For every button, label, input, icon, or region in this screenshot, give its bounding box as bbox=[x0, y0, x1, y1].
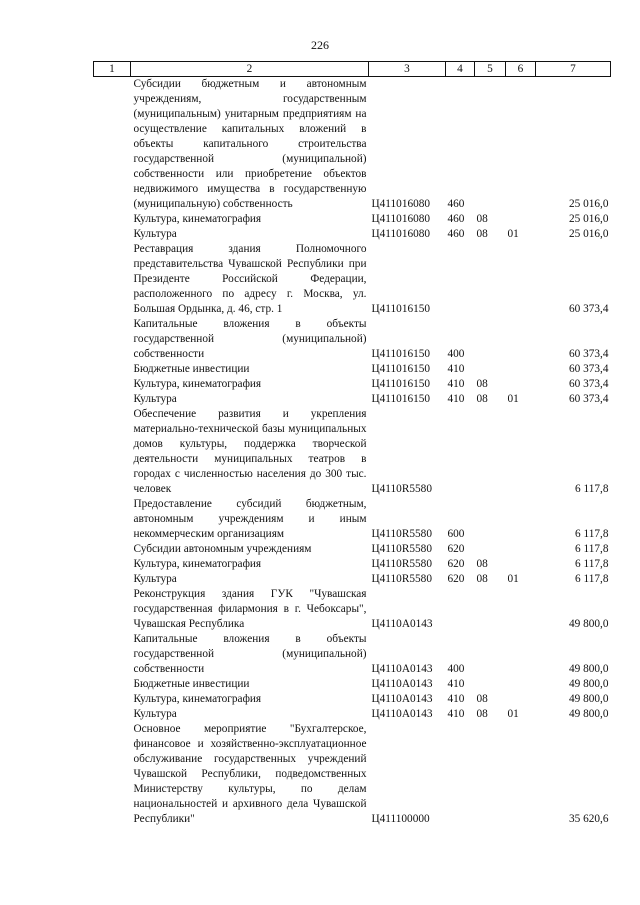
cell-amount: 60 373,4 bbox=[568, 303, 609, 315]
cell-number bbox=[94, 362, 131, 377]
cell-amount: 49 800,0 bbox=[568, 693, 609, 705]
cell-name: Культура bbox=[133, 393, 177, 405]
table-row bbox=[94, 227, 611, 242]
cell-target-code: Ц411016150 bbox=[371, 303, 431, 315]
cell-target-code: Ц411016150 bbox=[371, 348, 431, 360]
cell-name: Бюджетные инвестиции bbox=[133, 363, 250, 375]
table-row bbox=[94, 497, 611, 542]
column-header-2: 2 bbox=[131, 62, 369, 77]
cell-amount: 60 373,4 bbox=[568, 348, 609, 360]
cell-name: Реставрация здания Полномочного представительства Чувашской Республики при Президенте Российской Федерации, расположенного по адресу г. Москва, ул. Большая Ордынка, д. 46, стр. 1 bbox=[133, 243, 367, 315]
cell-target-code: Ц4110A0143 bbox=[371, 693, 433, 705]
table-row bbox=[94, 707, 611, 722]
cell-expense-type: 620 bbox=[447, 558, 465, 570]
cell-subsection bbox=[506, 317, 536, 362]
cell-section bbox=[475, 587, 506, 632]
cell-target-code: Ц411016080 bbox=[371, 228, 431, 240]
cell-target-code: Ц411016080 bbox=[371, 213, 431, 225]
table-row bbox=[94, 317, 611, 362]
cell-expense-type bbox=[446, 242, 475, 317]
cell-section bbox=[475, 542, 506, 557]
table-row bbox=[94, 242, 611, 317]
cell-subsection: 01 bbox=[507, 708, 519, 720]
cell-section bbox=[475, 242, 506, 317]
cell-number bbox=[94, 572, 131, 587]
cell-subsection bbox=[506, 77, 536, 213]
cell-subsection bbox=[506, 722, 536, 827]
cell-expense-type bbox=[446, 587, 475, 632]
table-row bbox=[94, 557, 611, 572]
cell-target-code: Ц4110R5580 bbox=[371, 543, 432, 555]
cell-expense-type: 410 bbox=[447, 363, 465, 375]
cell-subsection bbox=[506, 557, 536, 572]
cell-section bbox=[475, 722, 506, 827]
column-header-1: 1 bbox=[94, 62, 131, 77]
column-header-4: 4 bbox=[446, 62, 475, 77]
cell-name: Обеспечение развития и укрепления материально-технической базы муниципальных домов культуры, поддержка творческой деятельности муниципальных театров в городах с численностью населения до 300 тыс. человек bbox=[133, 408, 367, 495]
cell-number bbox=[94, 497, 131, 542]
cell-amount: 49 800,0 bbox=[568, 618, 609, 630]
table-row bbox=[94, 542, 611, 557]
cell-target-code: Ц4110R5580 bbox=[371, 528, 432, 540]
cell-name: Культура bbox=[133, 573, 177, 585]
cell-subsection bbox=[506, 587, 536, 632]
cell-name: Субсидии автономным учреждениям bbox=[133, 543, 312, 555]
cell-name: Основное мероприятие "Бухгалтерское, финансовое и хозяйственно-эксплуатационное обслуживание государственных учреждений Чувашской Республики, подведомственных Министерству культуры, по делам национальностей и архивного дела Чувашской Республики" bbox=[133, 723, 367, 825]
cell-number bbox=[94, 707, 131, 722]
cell-expense-type: 400 bbox=[447, 663, 465, 675]
cell-subsection bbox=[506, 677, 536, 692]
cell-expense-type: 410 bbox=[447, 708, 465, 720]
cell-subsection: 01 bbox=[507, 393, 519, 405]
cell-number bbox=[94, 77, 131, 213]
cell-name: Капитальные вложения в объекты государственной (муниципальной) собственности bbox=[133, 318, 367, 360]
cell-section: 08 bbox=[476, 573, 488, 585]
table-row bbox=[94, 692, 611, 707]
cell-expense-type: 600 bbox=[447, 528, 465, 540]
cell-expense-type: 620 bbox=[447, 573, 465, 585]
cell-amount: 25 016,0 bbox=[568, 228, 609, 240]
cell-section bbox=[475, 317, 506, 362]
cell-expense-type bbox=[446, 407, 475, 497]
cell-number bbox=[94, 587, 131, 632]
cell-section bbox=[475, 77, 506, 213]
cell-name: Предоставление субсидий бюджетным, автономным учреждениям и иным некоммерческим организациям bbox=[133, 498, 367, 540]
cell-number bbox=[94, 242, 131, 317]
cell-target-code: Ц411016150 bbox=[371, 378, 431, 390]
cell-amount: 60 373,4 bbox=[568, 393, 609, 405]
cell-expense-type: 620 bbox=[447, 543, 465, 555]
column-header-3: 3 bbox=[369, 62, 446, 77]
table-row bbox=[94, 377, 611, 392]
cell-name: Бюджетные инвестиции bbox=[133, 678, 250, 690]
cell-subsection bbox=[506, 692, 536, 707]
cell-amount: 6 117,8 bbox=[575, 558, 609, 570]
cell-section: 08 bbox=[476, 228, 488, 240]
cell-amount: 49 800,0 bbox=[568, 663, 609, 675]
cell-subsection bbox=[506, 407, 536, 497]
cell-name: Капитальные вложения в объекты государственной (муниципальной) собственности bbox=[133, 633, 367, 675]
cell-target-code: Ц4110A0143 bbox=[371, 663, 433, 675]
column-header-7: 7 bbox=[536, 62, 611, 77]
cell-subsection: 01 bbox=[507, 573, 519, 585]
cell-subsection bbox=[506, 362, 536, 377]
cell-section bbox=[475, 362, 506, 377]
cell-target-code: Ц411100000 bbox=[371, 813, 430, 825]
cell-name: Культура bbox=[133, 228, 177, 240]
cell-amount: 6 117,8 bbox=[575, 483, 609, 495]
cell-subsection bbox=[506, 497, 536, 542]
page-number: 226 bbox=[311, 38, 329, 52]
cell-number bbox=[94, 677, 131, 692]
cell-section bbox=[475, 497, 506, 542]
cell-number bbox=[94, 392, 131, 407]
cell-target-code: Ц4110A0143 bbox=[371, 678, 433, 690]
cell-name: Субсидии бюджетным и автономным учреждениям, государственным (муниципальным) унитарным предприятиям на осуществление капитальных вложений в объекты капитального строительства государственной (муниципальной) собственности или приобретение объектов недвижимого имущества в государственную (муниципальную) собственность bbox=[133, 78, 367, 210]
cell-amount: 49 800,0 bbox=[568, 708, 609, 720]
cell-amount: 49 800,0 bbox=[568, 678, 609, 690]
cell-expense-type: 410 bbox=[447, 678, 465, 690]
cell-expense-type: 410 bbox=[447, 693, 465, 705]
cell-section: 08 bbox=[476, 693, 488, 705]
table-row bbox=[94, 677, 611, 692]
cell-number bbox=[94, 692, 131, 707]
cell-section bbox=[475, 632, 506, 677]
cell-number bbox=[94, 317, 131, 362]
cell-expense-type: 460 bbox=[447, 213, 465, 225]
cell-subsection: 01 bbox=[507, 228, 519, 240]
cell-target-code: Ц411016150 bbox=[371, 393, 431, 405]
cell-name: Реконструкция здания ГУК "Чувашская государственная филармония в г. Чебоксары", Чувашская Республика bbox=[133, 588, 367, 630]
cell-amount: 6 117,8 bbox=[575, 543, 609, 555]
cell-section: 08 bbox=[476, 213, 488, 225]
cell-target-code: Ц4110R5580 bbox=[371, 483, 432, 495]
cell-target-code: Ц4110A0143 bbox=[371, 708, 433, 720]
table-row bbox=[94, 407, 611, 497]
table-row bbox=[94, 362, 611, 377]
cell-expense-type: 410 bbox=[447, 393, 465, 405]
cell-number bbox=[94, 407, 131, 497]
cell-amount: 25 016,0 bbox=[568, 198, 609, 210]
cell-subsection bbox=[506, 542, 536, 557]
cell-subsection bbox=[506, 212, 536, 227]
cell-target-code: Ц411016150 bbox=[371, 363, 431, 375]
cell-amount: 60 373,4 bbox=[568, 378, 609, 390]
cell-name: Культура, кинематография bbox=[133, 213, 262, 225]
cell-number bbox=[94, 212, 131, 227]
cell-number bbox=[94, 227, 131, 242]
budget-table bbox=[93, 61, 611, 827]
cell-expense-type: 410 bbox=[447, 378, 465, 390]
cell-name: Культура, кинематография bbox=[133, 558, 262, 570]
table-header bbox=[94, 62, 611, 77]
cell-number bbox=[94, 377, 131, 392]
cell-section bbox=[475, 677, 506, 692]
cell-name: Культура, кинематография bbox=[133, 378, 262, 390]
cell-expense-type: 400 bbox=[447, 348, 465, 360]
cell-number bbox=[94, 542, 131, 557]
table-row bbox=[94, 587, 611, 632]
table-row bbox=[94, 572, 611, 587]
table-row bbox=[94, 632, 611, 677]
cell-amount: 6 117,8 bbox=[575, 528, 609, 540]
column-header-5: 5 bbox=[475, 62, 506, 77]
table-row bbox=[94, 392, 611, 407]
cell-subsection bbox=[506, 242, 536, 317]
cell-section: 08 bbox=[476, 378, 488, 390]
cell-amount: 35 620,6 bbox=[568, 813, 609, 825]
cell-section: 08 bbox=[476, 708, 488, 720]
cell-number bbox=[94, 557, 131, 572]
table-row bbox=[94, 212, 611, 227]
cell-expense-type: 460 bbox=[447, 228, 465, 240]
cell-expense-type bbox=[446, 722, 475, 827]
cell-target-code: Ц4110A0143 bbox=[371, 618, 433, 630]
table-row bbox=[94, 722, 611, 827]
cell-section bbox=[475, 407, 506, 497]
cell-target-code: Ц411016080 bbox=[371, 198, 431, 210]
cell-target-code: Ц4110R5580 bbox=[371, 573, 432, 585]
cell-number bbox=[94, 632, 131, 677]
cell-section: 08 bbox=[476, 558, 488, 570]
cell-amount: 60 373,4 bbox=[568, 363, 609, 375]
cell-amount: 6 117,8 bbox=[575, 573, 609, 585]
table-row bbox=[94, 77, 611, 213]
table-body bbox=[94, 77, 611, 828]
column-header-6: 6 bbox=[506, 62, 536, 77]
cell-name: Культура, кинематография bbox=[133, 693, 262, 705]
cell-name: Культура bbox=[133, 708, 177, 720]
cell-number bbox=[94, 722, 131, 827]
cell-amount: 25 016,0 bbox=[568, 213, 609, 225]
cell-target-code: Ц4110R5580 bbox=[371, 558, 432, 570]
cell-section: 08 bbox=[476, 393, 488, 405]
cell-expense-type: 460 bbox=[447, 198, 465, 210]
cell-subsection bbox=[506, 632, 536, 677]
cell-subsection bbox=[506, 377, 536, 392]
